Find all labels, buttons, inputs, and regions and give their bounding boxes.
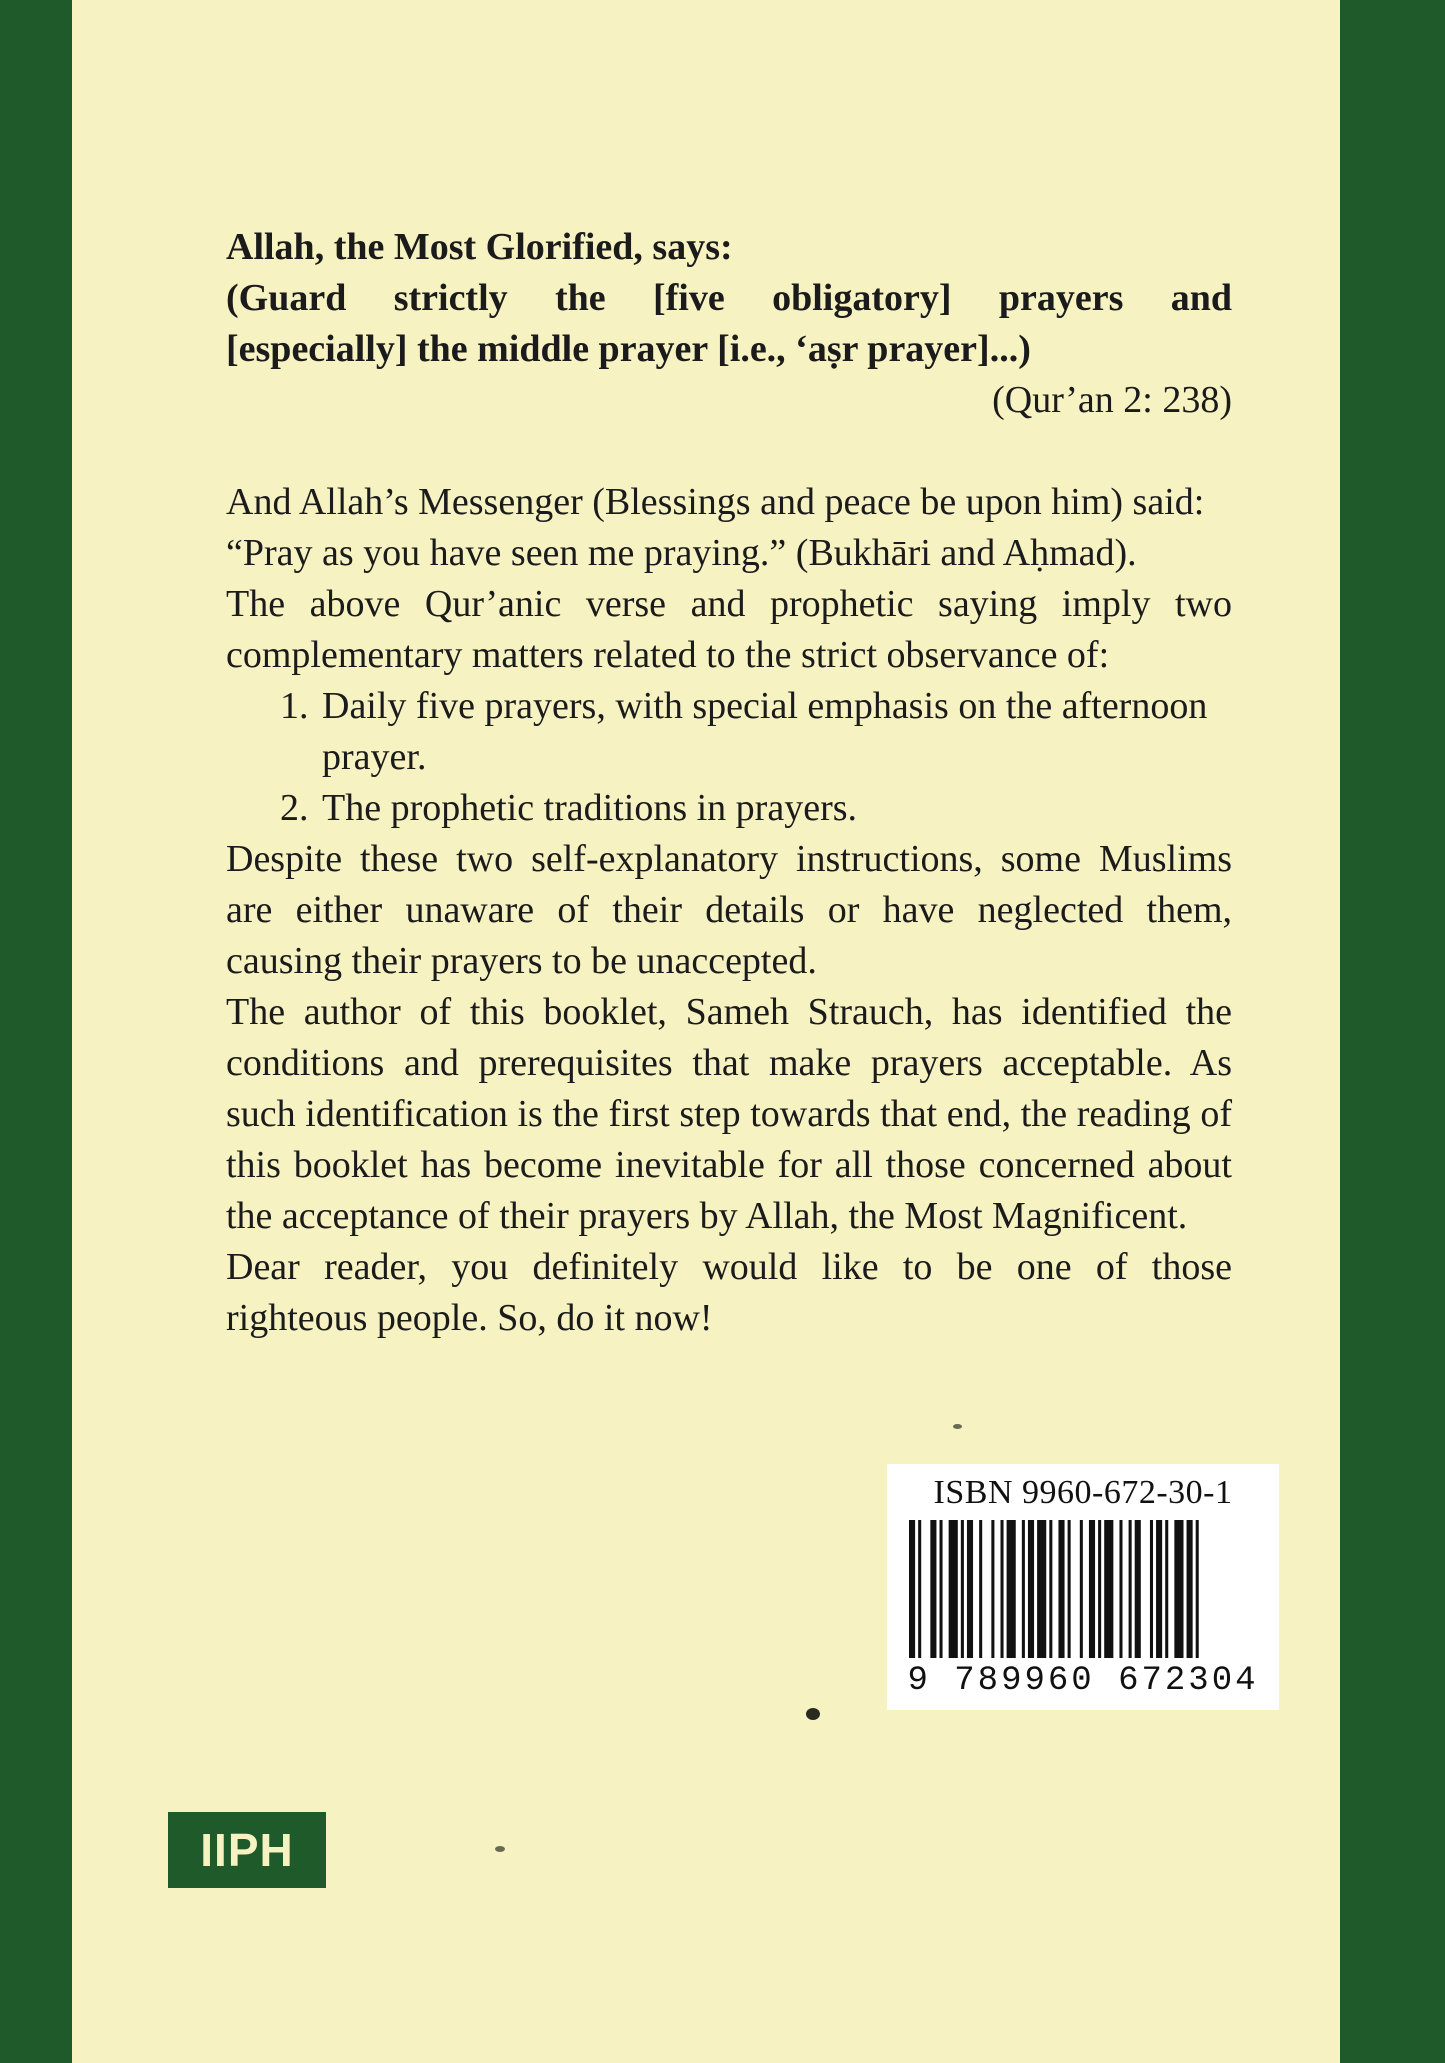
publisher-logo [168, 1812, 326, 1888]
verse-citation: (Qur’an 2: 238) [992, 379, 1232, 421]
list-text: The prophetic traditions in prayers. [322, 787, 858, 829]
despite-paragraph: Despite these two self-explanatory instructions, some Muslims are either unaware of their details or have neglected them, causing their prayers to be unaccepted. [226, 838, 1232, 982]
list-item [280, 681, 1232, 783]
barcode-digits: 9 789960 672304 [907, 1662, 1259, 1700]
hadith-quote: “Pray as you have seen me praying.” (Bukhāri and Aḥmad). [226, 532, 1137, 574]
isbn-barcode-box [887, 1464, 1279, 1710]
publisher-logo-text: IIPH [200, 1824, 294, 1876]
list-number: 2. [280, 787, 309, 829]
intro-paragraph: The above Qur’anic verse and prophetic saying imply two complementary matters related to the strict observance of: [226, 583, 1232, 676]
stain-spot [806, 1708, 820, 1720]
closing-paragraph: Dear reader, you definitely would like to be one of those righteous people. So, do it now! [226, 1246, 1232, 1339]
verse-line-1: (Guard strictly the [five obligatory] prayers and [226, 277, 1232, 319]
list-number: 1. [280, 685, 309, 727]
blurb-text [226, 222, 1232, 1344]
isbn-number: ISBN 9960-672-30-1 [933, 1474, 1233, 1511]
list-item [280, 783, 1232, 834]
verse-line-2: [especially] the middle prayer [i.e., ‘aṣr prayer]...) [226, 328, 1031, 370]
messenger-intro: And Allah’s Messenger (Blessings and peace be upon him) said: [226, 481, 1205, 523]
stain-spot [495, 1846, 505, 1852]
barcode-image [905, 1520, 1261, 1658]
heading: Allah, the Most Glorified, says: [226, 226, 733, 268]
right-spine-band [1340, 0, 1445, 2063]
left-spine-band [0, 0, 72, 2063]
author-paragraph: The author of this booklet, Sameh Strauch, has identified the conditions and prerequisites that make prayers acceptable. As such identification is the first step towards that end, the reading of this booklet has become inevitable for all those concerned about the acceptance of their prayers by Allah, the Most Magnificent. [226, 991, 1232, 1237]
stain-spot [953, 1424, 962, 1429]
list-text: Daily five prayers, with special emphasis on the afternoon prayer. [322, 685, 1208, 778]
